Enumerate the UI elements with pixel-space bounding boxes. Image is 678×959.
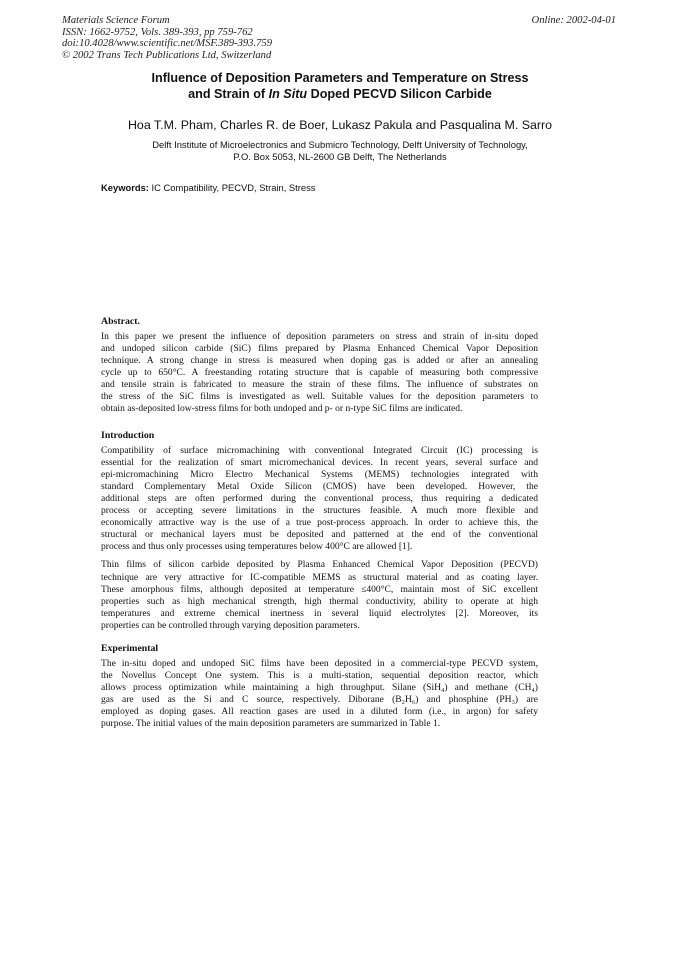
text-line: technique are very attractive for IC-compatible MEMS as structural material and as coating layer. xyxy=(101,571,538,583)
text-line: In this paper we present the influence of deposition parameters on stress and strain of in-situ doped xyxy=(101,331,538,343)
affiliation-line-2: P.O. Box 5053, NL-2600 GB Delft, The Netherlands xyxy=(233,151,447,162)
text-line: structural or mechanical layers must be deposited and patterned at the end of the conventional xyxy=(101,529,538,541)
abstract-heading: Abstract. xyxy=(101,316,140,327)
text-line: gas are used as the Si and C source, respectively. Diborane (B₂H₆) and phosphine (PH₃) are xyxy=(101,694,538,706)
online-date: Online: 2002-04-01 xyxy=(531,15,616,26)
journal-name: Materials Science Forum xyxy=(62,15,170,26)
text-line: employed as doping gases. All reaction gases are used in a diluted form (i.e., in argon) for safety xyxy=(101,706,538,718)
issn-line: ISSN: 1662-9752, Vols. 389-393, pp 759-762 xyxy=(62,26,253,38)
author-list: Hoa T.M. Pham, Charles R. de Boer, Lukasz Pakula and Pasqualina M. Sarro xyxy=(127,118,553,132)
text-line: process or accepting severe limitations in the structures feasible. A much more flexible and xyxy=(101,505,538,517)
paper-title xyxy=(70,70,610,102)
experimental-section xyxy=(101,643,538,736)
introduction-paragraph-1 xyxy=(101,445,538,553)
text-line: and tensile strain is fabricated to measure the strain of these films. The influence of substrates on xyxy=(101,379,538,391)
text-line: properties such as high mechanical strength, high thermal conductivity, ability to operate at high xyxy=(101,595,538,607)
text-line: technique. A strong change in stress is measured when doping gas is added or after an annealing xyxy=(101,355,538,367)
title-line-2: and Strain of In Situ Doped PECVD Silicon Carbide xyxy=(188,87,492,101)
text-line: process and thus only processes using temperatures below 400°C are allowed [1]. xyxy=(101,541,413,553)
copyright-line: © 2002 Trans Tech Publications Ltd, Switzerland xyxy=(62,49,272,61)
text-line: additional steps are often performed during the conventional process, thus requiring a dedicated xyxy=(101,493,538,505)
affiliation xyxy=(70,139,610,163)
text-line: standard Complementary Metal Oxide Silicon (CMOS) have been developed. However, the xyxy=(101,481,538,493)
introduction-section xyxy=(101,430,538,638)
experimental-paragraph xyxy=(101,658,538,730)
text-line: temperatures and extreme chemical inertness in several liquid electrolytes [2]. Moreover, its xyxy=(101,607,538,619)
text-line: the Novellus Concept One system. This is a multi-station, sequential deposition reactor, which xyxy=(101,670,538,682)
journal-header xyxy=(62,15,272,61)
text-line: the stress of the SiC films is investigated as well. Suitable values for the deposition parameters to xyxy=(101,391,538,403)
keywords xyxy=(101,182,315,193)
introduction-heading: Introduction xyxy=(101,430,155,441)
text-line: purpose. The initial values of the main deposition parameters are summarized in Table 1. xyxy=(101,718,441,730)
text-line: These amorphous films, although deposited at temperature ≤400°C, maintain most of SiC excellent xyxy=(101,583,538,595)
text-line: The in-situ doped and undoped SiC films have been deposited in a commercial-type PECVD system, xyxy=(101,658,538,670)
keywords-value: IC Compatibility, PECVD, Strain, Stress xyxy=(151,182,316,193)
text-line: allows process optimization while maintaining a high throughput. Silane (SiH₄) and methane (CH₄) xyxy=(101,682,538,694)
text-line: Compatibility of surface micromachining with conventional Integrated Circuit (IC) processing is xyxy=(101,445,538,457)
text-line: Thin films of silicon carbide deposited by Plasma Enhanced Chemical Vapor Deposition (PECVD) xyxy=(101,559,538,571)
text-line: and undoped silicon carbide (SiC) films prepared by Plasma Enhanced Chemical Vapor Deposition xyxy=(101,343,538,355)
text-line: cycle up to 650°C. A freestanding rotating structure that is capable of measuring both compressive xyxy=(101,367,538,379)
affiliation-line-1: Delft Institute of Microelectronics and Submicro Technology, Delft University of Technology, xyxy=(152,139,528,150)
abstract-section xyxy=(101,316,538,421)
keywords-label: Keywords: xyxy=(101,182,149,193)
text-line: essential for the realization of smart micromechanical devices. In recent years, several surface and xyxy=(101,457,538,469)
text-line: obtain as-deposited low-stress films for both undoped and p- or n-type SiC films are indicated. xyxy=(101,403,463,415)
experimental-heading: Experimental xyxy=(101,643,159,654)
title-italic: In Situ xyxy=(268,87,308,101)
title-line-1: Influence of Deposition Parameters and Temperature on Stress xyxy=(151,71,529,85)
text-line: epi-micromachining Micro Electro Mechanical Systems (MEMS) technologies integrated with xyxy=(101,469,538,481)
doi-line[interactable]: doi:10.4028/www.scientific.net/MSF.389-393.759 xyxy=(62,38,272,50)
text-line: properties can be controlled through varying deposition parameters. xyxy=(101,619,360,631)
introduction-paragraph-2 xyxy=(101,559,538,631)
abstract-paragraph xyxy=(101,331,538,415)
text-line: economically attractive way is the use of a true post-process approach. In order to achieve this, the xyxy=(101,517,538,529)
